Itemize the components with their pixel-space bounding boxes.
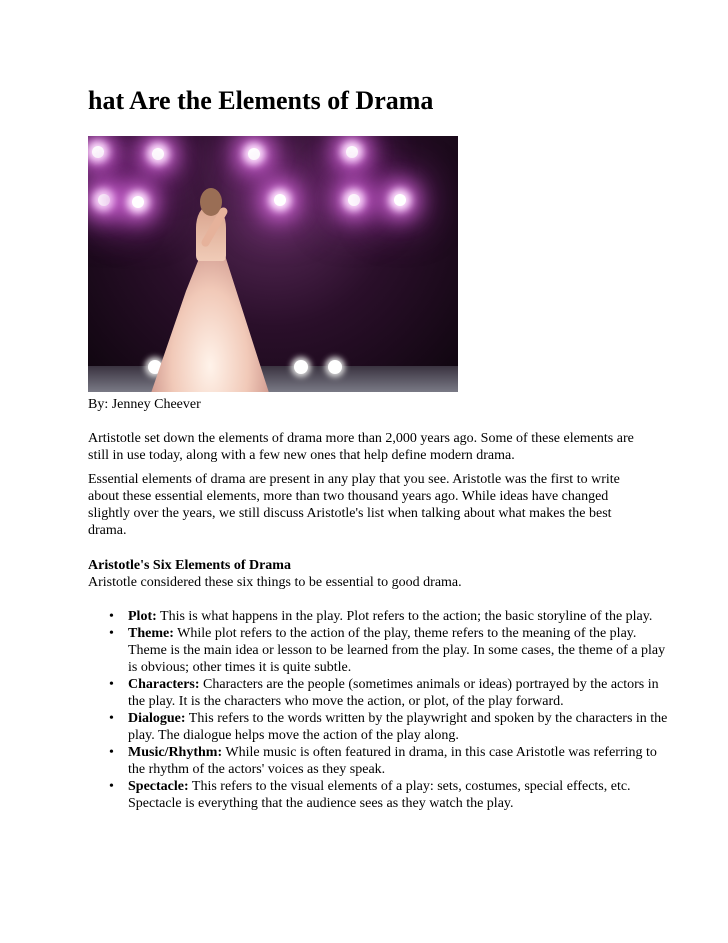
list-item xyxy=(109,676,668,710)
list-item-term: Music/Rhythm: xyxy=(128,745,223,760)
intro-paragraph: Artistotle set down the elements of drama more than 2,000 years ago. Some of these elements are still in use today, along with a few new ones that help define modern drama. xyxy=(88,431,634,463)
list-item-term: Theme: xyxy=(128,626,174,641)
elements-list xyxy=(110,608,668,812)
bullet-icon: • xyxy=(109,711,114,726)
list-item-term: Spectacle: xyxy=(128,779,189,794)
list-item-term: Characters: xyxy=(128,677,200,692)
stage-floor xyxy=(88,366,458,392)
list-item xyxy=(109,608,668,625)
bullet-icon: • xyxy=(109,745,114,760)
list-item xyxy=(109,778,668,812)
page-title: hat Are the Elements of Drama xyxy=(88,86,434,115)
list-item xyxy=(109,710,668,744)
list-item-text: While plot refers to the action of the play, theme refers to the meaning of the play. Theme is the main idea or lesson to be learned from the play. In some cases, the theme of a play is obvious; other times it is quite subtle. xyxy=(128,626,666,675)
body-paragraph: Essential elements of drama are present in any play that you see. Aristotle was the first to write about these essential elements, more than two thousand years ago. While ideas have changed slightly over the years, we still discuss Aristotle's list when talking about what makes the best drama. xyxy=(88,472,620,538)
stage-light xyxy=(98,194,110,206)
byline: By: Jenney Cheever xyxy=(88,397,201,412)
list-item-text: This refers to the visual elements of a play: sets, costumes, special effects, etc. Spectacle is everything that the audience sees as they watch the play. xyxy=(128,779,631,811)
bullet-icon: • xyxy=(109,609,114,624)
list-item-text: Characters are the people (sometimes animals or ideas) portrayed by the actors in the play. It is the characters who move the action, or plot, of the play forward. xyxy=(128,677,659,709)
stage-light xyxy=(132,196,144,208)
list-item-text: While music is often featured in drama, in this case Aristotle was referring to the rhythm of the actors' voices as they speak. xyxy=(128,745,657,777)
section-intro: Aristotle considered these six things to be essential to good drama. xyxy=(88,575,462,590)
list-item-text: This refers to the words written by the playwright and spoken by the characters in the play. The dialogue helps move the action of the play along. xyxy=(128,711,668,743)
stage-light xyxy=(92,146,104,158)
bullet-icon: • xyxy=(109,677,114,692)
section-heading: Aristotle's Six Elements of Drama xyxy=(88,558,291,573)
stage-light xyxy=(248,148,260,160)
footlight xyxy=(328,360,342,374)
stage-light xyxy=(348,194,360,206)
footlight xyxy=(294,360,308,374)
stage-light xyxy=(394,194,406,206)
stage-performer-photo xyxy=(88,136,458,392)
list-item-term: Plot: xyxy=(128,609,157,624)
list-item-term: Dialogue: xyxy=(128,711,186,726)
performer-dress xyxy=(150,246,270,392)
bullet-icon: • xyxy=(109,626,114,641)
stage-light xyxy=(346,146,358,158)
list-item-text: This is what happens in the play. Plot refers to the action; the basic storyline of the play. xyxy=(156,609,653,624)
stage-light xyxy=(274,194,286,206)
bullet-icon: • xyxy=(109,779,114,794)
stage-light xyxy=(152,148,164,160)
list-item xyxy=(109,625,668,676)
list-item xyxy=(109,744,668,778)
